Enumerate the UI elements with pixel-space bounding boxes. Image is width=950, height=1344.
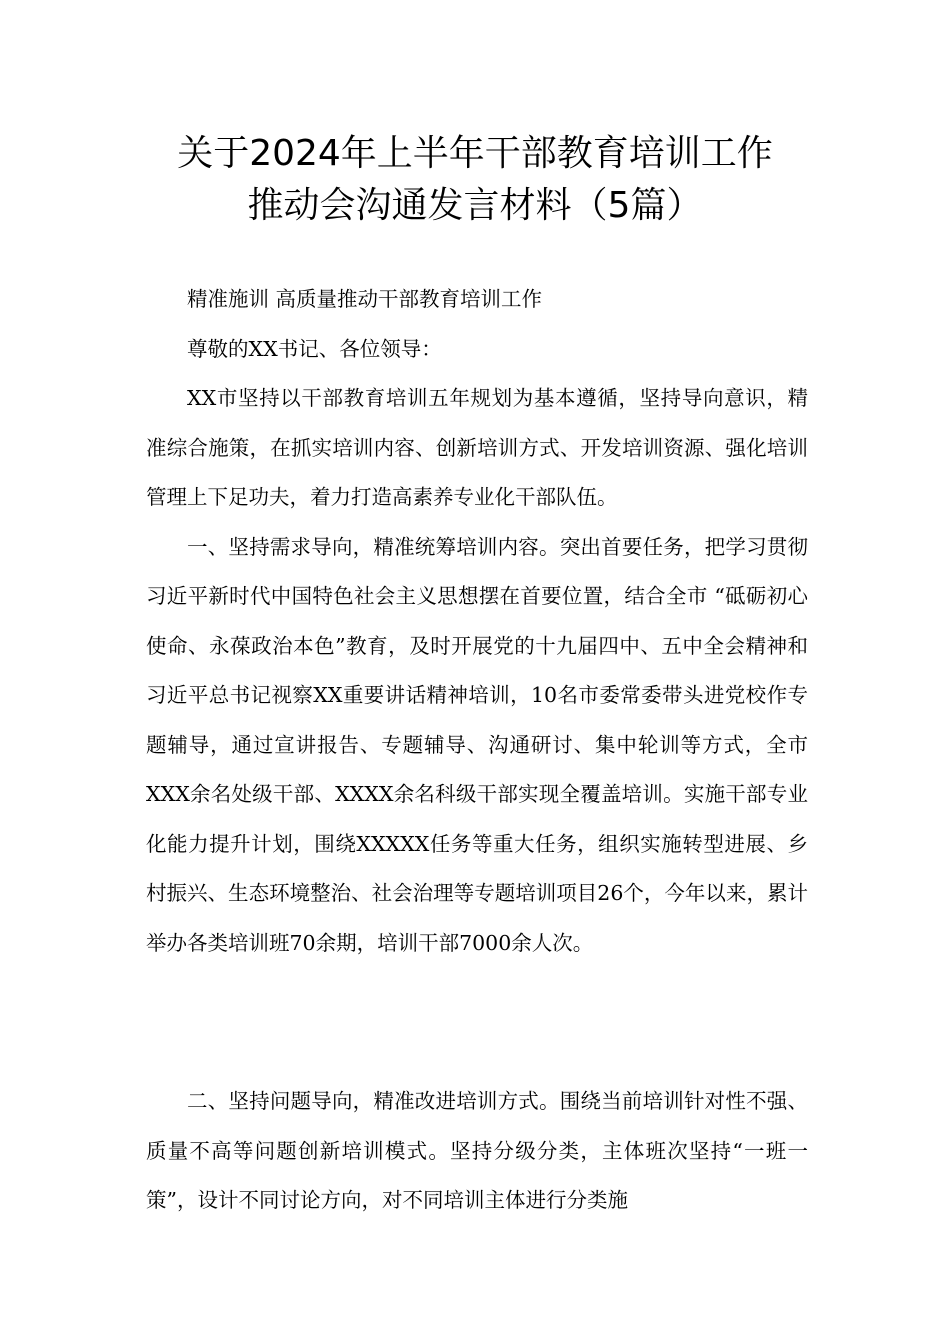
document-subtitle: 精准施训 高质量推动干部教育培训工作 [187,287,543,311]
paragraph-intro: XX市坚持以干部教育培训五年规划为基本遵循，坚持导向意识，精准综合施策，在抓实培训内容、创新培训方式、开发培训资源、强化培训管理上下足功夫，着力打造高素养专业化干部队伍。 [146,386,808,509]
salutation: 尊敬的XX书记、各位领导： [187,336,442,361]
document-body [146,275,808,968]
title-line-2: 推动会沟通发言材料（5篇） [247,185,703,226]
document-body-continued [146,1077,808,1226]
document-title [0,128,950,232]
paragraph-section-2: 二、坚持问题导向，精准改进培训方式。围绕当前培训针对性不强、质量不高等问题创新培训模式。坚持分级分类，主体班次坚持“一班一策”，设计不同讨论方向，对不同培训主体进行分类施 [146,1089,808,1212]
title-line-1: 关于2024年上半年干部教育培训工作 [177,133,773,174]
paragraph-section-1: 一、坚持需求导向，精准统筹培训内容。突出首要任务，把学习贯彻习近平新时代中国特色社会主义思想摆在首要位置，结合全市 “砥砺初心使命、永葆政治本色”教育，及时开展党的十九届四中、五中全会精神和习近平总书记视察XX重要讲话精神培训，10名市委常委带头进党校作专题辅导，通过宣讲报告、专题辅导、沟通研讨、集中轮训等方式，全市XXX余名处级干部、XXXX余名科级干部实现全覆盖培训。实施干部专业化能力提升计划，围绕XXXXX任务等重大任务，组织实施转型进展、乡村振兴、生态环境整治、社会治理等专题培训项目26个，今年以来，累计举办各类培训班70余期，培训干部7000余人次。 [146,534,808,955]
